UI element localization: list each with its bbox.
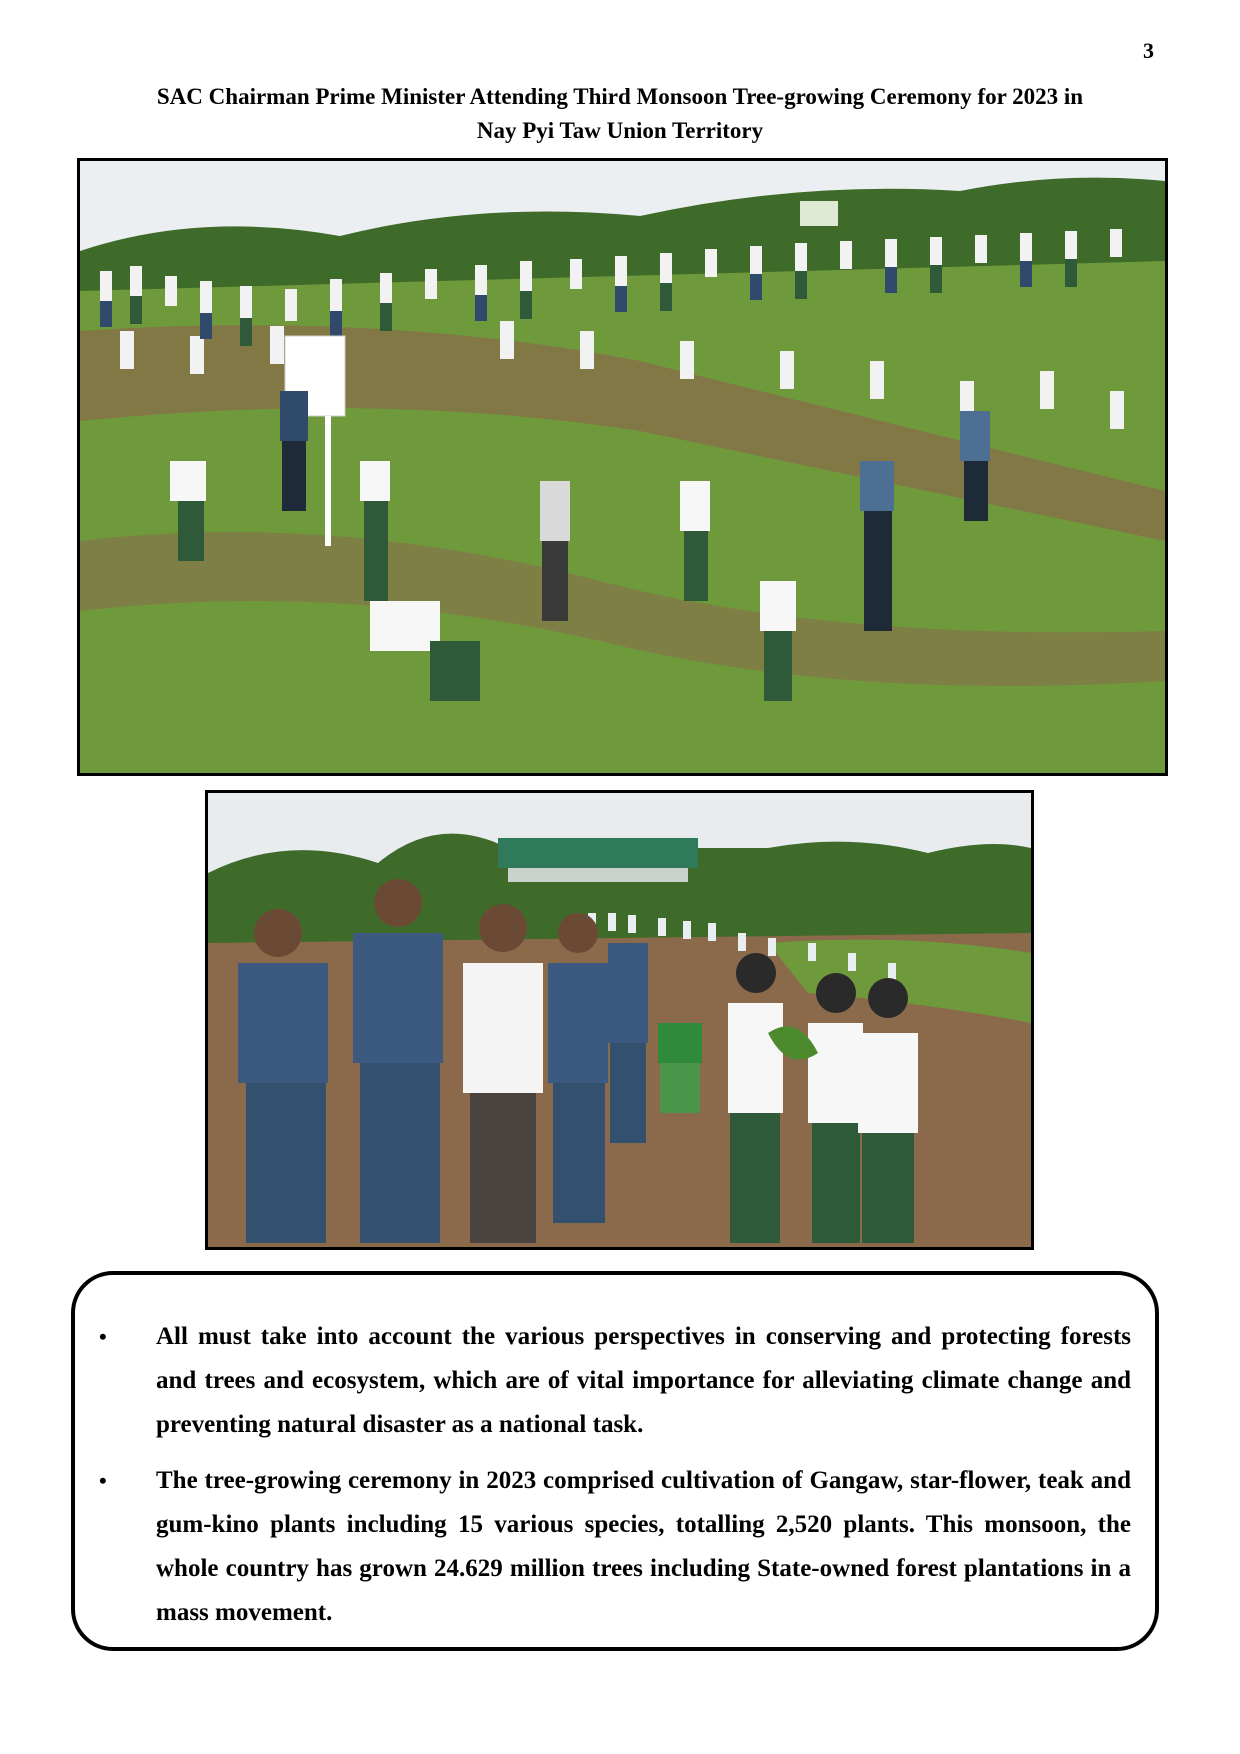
title-line-1: SAC Chairman Prime Minister Attending Third Monsoon Tree-growing Ceremony for 2023 in	[156, 84, 1084, 109]
officials-with-students-photo	[205, 790, 1034, 1250]
bullet-dot-icon: •	[99, 1324, 107, 1349]
page-title	[80, 80, 1160, 148]
summary-list	[99, 1315, 1131, 1635]
summary-box	[71, 1271, 1159, 1651]
summary-bullet-text: The tree-growing ceremony in 2023 comprised cultivation of Gangaw, star-flower, teak and gum-kino plants including 15 various species, totalling 2,520 plants. This monsoon, the whole country has grown 24.629 million trees including State-owned forest plantations in a mass movement.	[156, 1467, 1131, 1626]
summary-bullet	[99, 1459, 1131, 1635]
officials-photo-illustration	[208, 793, 1031, 1247]
summary-bullet	[99, 1315, 1131, 1447]
summary-bullet-text: All must take into account the various perspectives in conserving and protecting forests and trees and ecosystem, which are of vital importance for alleviating climate change and preventing natural disaster as a national task.	[156, 1323, 1131, 1438]
page-number: 3	[1143, 38, 1154, 63]
tree-planting-field-photo	[77, 158, 1168, 776]
title-line-2: Nay Pyi Taw Union Territory	[476, 118, 764, 143]
field-photo-illustration	[80, 161, 1165, 773]
bullet-dot-icon: •	[99, 1468, 107, 1493]
